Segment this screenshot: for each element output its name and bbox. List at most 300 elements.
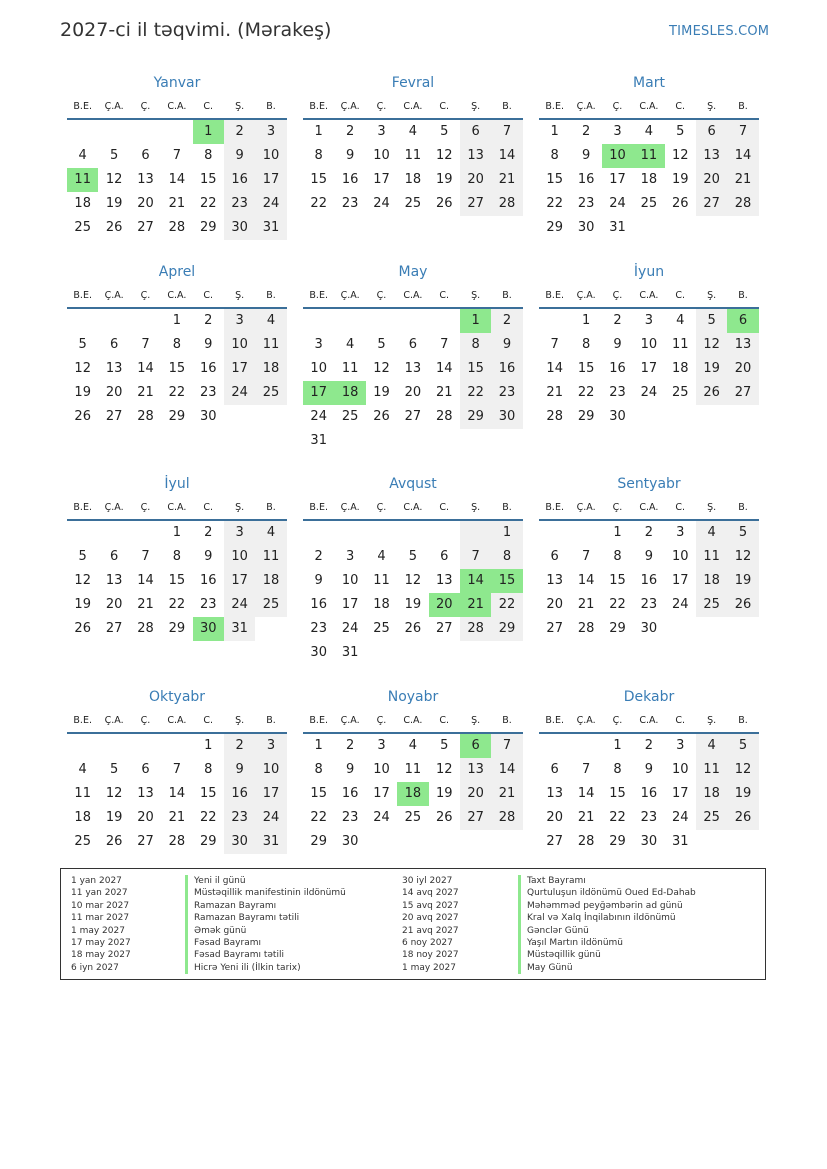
day-cell[interactable]: 28 xyxy=(577,621,595,636)
day-cell[interactable]: 27 xyxy=(137,220,154,235)
day-cell[interactable]: 28 xyxy=(137,621,154,636)
day-cell[interactable]: 29 xyxy=(546,220,563,235)
day-cell[interactable]: 18 xyxy=(74,196,91,211)
day-cell[interactable]: 15 xyxy=(310,786,327,801)
day-cell[interactable]: 18 xyxy=(255,357,286,381)
day-cell[interactable]: 29 xyxy=(168,409,186,424)
holiday-day-cell[interactable]: 18 xyxy=(334,381,365,405)
day-cell[interactable]: 9 xyxy=(224,758,255,782)
day-cell[interactable]: 18 xyxy=(640,172,658,187)
day-cell[interactable]: 12 xyxy=(105,172,123,187)
day-cell[interactable]: 25 xyxy=(640,196,658,211)
day-cell[interactable]: 17 xyxy=(224,569,255,593)
day-cell[interactable]: 7 xyxy=(581,549,591,564)
day-cell[interactable]: 3 xyxy=(676,738,685,753)
day-cell[interactable]: 31 xyxy=(609,220,626,235)
day-cell[interactable]: 11 xyxy=(404,762,422,777)
day-cell[interactable]: 5 xyxy=(377,337,386,352)
day-cell[interactable]: 21 xyxy=(577,597,595,612)
day-cell[interactable]: 24 xyxy=(373,196,390,211)
day-cell[interactable]: 5 xyxy=(676,124,685,139)
day-cell[interactable]: 25 xyxy=(74,834,91,849)
day-cell[interactable]: 22 xyxy=(491,593,522,617)
day-cell[interactable]: 21 xyxy=(168,810,186,825)
day-cell[interactable]: 12 xyxy=(435,762,453,777)
day-cell[interactable]: 17 xyxy=(255,168,286,192)
day-cell[interactable]: 8 xyxy=(172,337,181,352)
day-cell[interactable]: 6 xyxy=(550,549,559,564)
day-cell[interactable]: 29 xyxy=(577,409,595,424)
day-cell[interactable]: 5 xyxy=(109,148,119,163)
day-cell[interactable]: 28 xyxy=(435,409,453,424)
day-cell[interactable]: 25 xyxy=(255,381,286,405)
day-cell[interactable]: 13 xyxy=(137,786,154,801)
holiday-day-cell[interactable]: 6 xyxy=(727,309,758,333)
day-cell[interactable]: 9 xyxy=(644,762,653,777)
day-cell[interactable]: 25 xyxy=(404,196,422,211)
day-cell[interactable]: 13 xyxy=(546,786,563,801)
holiday-day-cell[interactable]: 1 xyxy=(193,120,224,144)
day-cell[interactable]: 19 xyxy=(74,385,91,400)
day-cell[interactable]: 24 xyxy=(224,593,255,617)
day-cell[interactable]: 28 xyxy=(168,834,186,849)
day-cell[interactable]: 29 xyxy=(460,405,491,429)
day-cell[interactable]: 30 xyxy=(640,834,658,849)
day-cell[interactable]: 22 xyxy=(310,810,327,825)
day-cell[interactable]: 17 xyxy=(341,597,359,612)
day-cell[interactable]: 9 xyxy=(491,333,522,357)
day-cell[interactable]: 30 xyxy=(640,621,658,636)
day-cell[interactable]: 20 xyxy=(137,810,154,825)
day-cell[interactable]: 16 xyxy=(199,573,217,588)
day-cell[interactable]: 27 xyxy=(546,621,563,636)
day-cell[interactable]: 13 xyxy=(460,144,491,168)
day-cell[interactable]: 14 xyxy=(168,172,186,187)
day-cell[interactable]: 11 xyxy=(671,337,689,352)
day-cell[interactable]: 9 xyxy=(204,337,213,352)
day-cell[interactable]: 20 xyxy=(137,196,154,211)
day-cell[interactable]: 26 xyxy=(404,621,422,636)
day-cell[interactable]: 31 xyxy=(341,645,359,660)
day-cell[interactable]: 27 xyxy=(435,621,453,636)
day-cell[interactable]: 7 xyxy=(172,148,181,163)
holiday-day-cell[interactable]: 11 xyxy=(633,144,664,168)
day-cell[interactable]: 4 xyxy=(255,309,286,333)
day-cell[interactable]: 29 xyxy=(491,617,522,641)
day-cell[interactable]: 21 xyxy=(435,385,453,400)
day-cell[interactable]: 30 xyxy=(199,409,217,424)
day-cell[interactable]: 25 xyxy=(341,409,359,424)
day-cell[interactable]: 2 xyxy=(204,313,213,328)
day-cell[interactable]: 5 xyxy=(440,738,449,753)
day-cell[interactable]: 28 xyxy=(491,192,522,216)
day-cell[interactable]: 25 xyxy=(74,220,91,235)
day-cell[interactable]: 19 xyxy=(727,782,758,806)
day-cell[interactable]: 7 xyxy=(141,549,150,564)
day-cell[interactable]: 26 xyxy=(435,810,453,825)
day-cell[interactable]: 11 xyxy=(255,333,286,357)
day-cell[interactable]: 23 xyxy=(199,385,217,400)
holiday-day-cell[interactable]: 14 xyxy=(460,569,491,593)
day-cell[interactable]: 4 xyxy=(676,313,685,328)
day-cell[interactable]: 13 xyxy=(460,758,491,782)
day-cell[interactable]: 11 xyxy=(373,573,390,588)
day-cell[interactable]: 25 xyxy=(696,593,727,617)
day-cell[interactable]: 19 xyxy=(435,786,453,801)
day-cell[interactable]: 9 xyxy=(204,549,213,564)
day-cell[interactable]: 3 xyxy=(613,124,622,139)
day-cell[interactable]: 23 xyxy=(224,192,255,216)
day-cell[interactable]: 12 xyxy=(435,148,453,163)
day-cell[interactable]: 5 xyxy=(696,309,727,333)
day-cell[interactable]: 6 xyxy=(408,337,417,352)
day-cell[interactable]: 14 xyxy=(577,573,595,588)
day-cell[interactable]: 16 xyxy=(609,361,626,376)
day-cell[interactable]: 2 xyxy=(644,525,653,540)
day-cell[interactable]: 15 xyxy=(168,573,186,588)
day-cell[interactable]: 26 xyxy=(696,381,727,405)
day-cell[interactable]: 16 xyxy=(577,172,595,187)
day-cell[interactable]: 12 xyxy=(727,545,758,569)
day-cell[interactable]: 4 xyxy=(255,521,286,545)
day-cell[interactable]: 16 xyxy=(224,168,255,192)
day-cell[interactable]: 16 xyxy=(341,172,359,187)
day-cell[interactable]: 23 xyxy=(310,621,327,636)
day-cell[interactable]: 2 xyxy=(345,124,355,139)
day-cell[interactable]: 19 xyxy=(727,569,758,593)
day-cell[interactable]: 19 xyxy=(74,597,91,612)
day-cell[interactable]: 22 xyxy=(199,196,217,211)
day-cell[interactable]: 27 xyxy=(696,192,727,216)
day-cell[interactable]: 8 xyxy=(204,148,213,163)
holiday-day-cell[interactable]: 10 xyxy=(602,144,633,168)
day-cell[interactable]: 22 xyxy=(546,196,563,211)
day-cell[interactable]: 12 xyxy=(727,758,758,782)
day-cell[interactable]: 19 xyxy=(671,172,689,187)
day-cell[interactable]: 3 xyxy=(314,337,323,352)
day-cell[interactable]: 24 xyxy=(640,385,658,400)
day-cell[interactable]: 18 xyxy=(74,810,91,825)
day-cell[interactable]: 30 xyxy=(609,409,626,424)
day-cell[interactable]: 8 xyxy=(172,549,181,564)
holiday-day-cell[interactable]: 6 xyxy=(460,734,491,758)
day-cell[interactable]: 27 xyxy=(546,834,563,849)
day-cell[interactable]: 10 xyxy=(373,762,390,777)
day-cell[interactable]: 16 xyxy=(310,597,327,612)
day-cell[interactable]: 28 xyxy=(491,806,522,830)
day-cell[interactable]: 2 xyxy=(491,309,522,333)
day-cell[interactable]: 2 xyxy=(314,549,323,564)
day-cell[interactable]: 17 xyxy=(609,172,626,187)
day-cell[interactable]: 7 xyxy=(172,762,181,777)
day-cell[interactable]: 6 xyxy=(440,549,449,564)
day-cell[interactable]: 3 xyxy=(377,124,386,139)
day-cell[interactable]: 24 xyxy=(255,192,286,216)
brand-logo[interactable]: TIMESLES.COM xyxy=(669,24,770,39)
holiday-day-cell[interactable]: 30 xyxy=(193,617,224,641)
day-cell[interactable]: 29 xyxy=(310,834,327,849)
day-cell[interactable]: 13 xyxy=(435,573,453,588)
day-cell[interactable]: 8 xyxy=(550,148,559,163)
day-cell[interactable]: 24 xyxy=(224,381,255,405)
day-cell[interactable]: 11 xyxy=(341,361,359,376)
day-cell[interactable]: 17 xyxy=(671,573,689,588)
day-cell[interactable]: 1 xyxy=(613,525,622,540)
day-cell[interactable]: 2 xyxy=(204,525,213,540)
day-cell[interactable]: 4 xyxy=(377,549,386,564)
day-cell[interactable]: 26 xyxy=(373,409,390,424)
day-cell[interactable]: 14 xyxy=(491,758,522,782)
day-cell[interactable]: 10 xyxy=(671,549,689,564)
day-cell[interactable]: 16 xyxy=(491,357,522,381)
day-cell[interactable]: 30 xyxy=(224,830,255,854)
day-cell[interactable]: 3 xyxy=(255,120,286,144)
day-cell[interactable]: 22 xyxy=(577,385,595,400)
day-cell[interactable]: 1 xyxy=(491,521,522,545)
day-cell[interactable]: 13 xyxy=(105,361,123,376)
day-cell[interactable]: 17 xyxy=(373,172,390,187)
day-cell[interactable]: 4 xyxy=(644,124,653,139)
day-cell[interactable]: 27 xyxy=(404,409,422,424)
day-cell[interactable]: 9 xyxy=(613,337,622,352)
day-cell[interactable]: 29 xyxy=(168,621,186,636)
day-cell[interactable]: 5 xyxy=(78,337,87,352)
day-cell[interactable]: 3 xyxy=(377,738,386,753)
day-cell[interactable]: 23 xyxy=(341,810,359,825)
day-cell[interactable]: 20 xyxy=(460,168,491,192)
day-cell[interactable]: 22 xyxy=(310,196,327,211)
day-cell[interactable]: 28 xyxy=(168,220,186,235)
day-cell[interactable]: 13 xyxy=(727,333,758,357)
day-cell[interactable]: 1 xyxy=(581,313,591,328)
day-cell[interactable]: 27 xyxy=(105,621,123,636)
day-cell[interactable]: 15 xyxy=(310,172,327,187)
day-cell[interactable]: 30 xyxy=(577,220,595,235)
day-cell[interactable]: 28 xyxy=(137,409,154,424)
day-cell[interactable]: 1 xyxy=(172,313,181,328)
day-cell[interactable]: 6 xyxy=(550,762,559,777)
day-cell[interactable]: 6 xyxy=(141,148,150,163)
day-cell[interactable]: 22 xyxy=(609,597,626,612)
day-cell[interactable]: 8 xyxy=(491,545,522,569)
day-cell[interactable]: 7 xyxy=(491,120,522,144)
day-cell[interactable]: 16 xyxy=(199,361,217,376)
day-cell[interactable]: 14 xyxy=(137,361,154,376)
day-cell[interactable]: 6 xyxy=(460,120,491,144)
day-cell[interactable]: 19 xyxy=(105,810,123,825)
day-cell[interactable]: 17 xyxy=(255,782,286,806)
day-cell[interactable]: 12 xyxy=(671,148,689,163)
day-cell[interactable]: 8 xyxy=(581,337,591,352)
day-cell[interactable]: 17 xyxy=(373,786,390,801)
day-cell[interactable]: 11 xyxy=(255,545,286,569)
holiday-day-cell[interactable]: 11 xyxy=(67,168,98,192)
day-cell[interactable]: 14 xyxy=(168,786,186,801)
day-cell[interactable]: 26 xyxy=(727,806,758,830)
day-cell[interactable]: 14 xyxy=(727,144,758,168)
day-cell[interactable]: 6 xyxy=(696,120,727,144)
day-cell[interactable]: 13 xyxy=(546,573,563,588)
day-cell[interactable]: 5 xyxy=(78,549,87,564)
day-cell[interactable]: 31 xyxy=(310,433,327,448)
day-cell[interactable]: 29 xyxy=(609,834,626,849)
day-cell[interactable]: 9 xyxy=(644,549,653,564)
day-cell[interactable]: 19 xyxy=(404,597,422,612)
day-cell[interactable]: 2 xyxy=(581,124,591,139)
day-cell[interactable]: 14 xyxy=(546,361,563,376)
day-cell[interactable]: 6 xyxy=(109,337,119,352)
day-cell[interactable]: 8 xyxy=(613,549,622,564)
day-cell[interactable]: 15 xyxy=(546,172,563,187)
holiday-day-cell[interactable]: 15 xyxy=(491,569,522,593)
day-cell[interactable]: 20 xyxy=(105,597,123,612)
day-cell[interactable]: 20 xyxy=(460,782,491,806)
day-cell[interactable]: 23 xyxy=(491,381,522,405)
holiday-day-cell[interactable]: 1 xyxy=(460,309,491,333)
day-cell[interactable]: 26 xyxy=(727,593,758,617)
day-cell[interactable]: 15 xyxy=(609,573,626,588)
day-cell[interactable]: 17 xyxy=(224,357,255,381)
day-cell[interactable]: 23 xyxy=(199,597,217,612)
day-cell[interactable]: 4 xyxy=(408,738,417,753)
day-cell[interactable]: 20 xyxy=(727,357,758,381)
day-cell[interactable]: 11 xyxy=(696,758,727,782)
day-cell[interactable]: 23 xyxy=(577,196,595,211)
day-cell[interactable]: 18 xyxy=(373,597,390,612)
day-cell[interactable]: 21 xyxy=(168,196,186,211)
day-cell[interactable]: 1 xyxy=(550,124,559,139)
day-cell[interactable]: 10 xyxy=(255,144,286,168)
day-cell[interactable]: 1 xyxy=(314,738,323,753)
day-cell[interactable]: 22 xyxy=(460,381,491,405)
day-cell[interactable]: 15 xyxy=(577,361,595,376)
day-cell[interactable]: 13 xyxy=(105,573,123,588)
day-cell[interactable]: 12 xyxy=(74,573,91,588)
day-cell[interactable]: 15 xyxy=(168,361,186,376)
day-cell[interactable]: 4 xyxy=(345,337,355,352)
day-cell[interactable]: 7 xyxy=(581,762,591,777)
day-cell[interactable]: 9 xyxy=(581,148,591,163)
day-cell[interactable]: 3 xyxy=(224,521,255,545)
day-cell[interactable]: 29 xyxy=(199,220,217,235)
day-cell[interactable]: 15 xyxy=(609,786,626,801)
day-cell[interactable]: 19 xyxy=(435,172,453,187)
day-cell[interactable]: 27 xyxy=(105,409,123,424)
day-cell[interactable]: 21 xyxy=(491,168,522,192)
day-cell[interactable]: 10 xyxy=(640,337,658,352)
day-cell[interactable]: 8 xyxy=(613,762,622,777)
day-cell[interactable]: 19 xyxy=(105,196,123,211)
day-cell[interactable]: 10 xyxy=(255,758,286,782)
day-cell[interactable]: 3 xyxy=(224,309,255,333)
day-cell[interactable]: 6 xyxy=(109,549,119,564)
day-cell[interactable]: 5 xyxy=(408,549,417,564)
day-cell[interactable]: 5 xyxy=(109,762,119,777)
day-cell[interactable]: 3 xyxy=(676,525,685,540)
day-cell[interactable]: 9 xyxy=(345,148,355,163)
day-cell[interactable]: 24 xyxy=(341,621,359,636)
day-cell[interactable]: 24 xyxy=(671,597,689,612)
holiday-day-cell[interactable]: 21 xyxy=(460,593,491,617)
day-cell[interactable]: 16 xyxy=(640,573,658,588)
day-cell[interactable]: 27 xyxy=(137,834,154,849)
day-cell[interactable]: 10 xyxy=(341,573,359,588)
day-cell[interactable]: 2 xyxy=(613,313,622,328)
day-cell[interactable]: 14 xyxy=(577,786,595,801)
day-cell[interactable]: 2 xyxy=(644,738,653,753)
day-cell[interactable]: 12 xyxy=(696,333,727,357)
day-cell[interactable]: 4 xyxy=(696,734,727,758)
holiday-day-cell[interactable]: 20 xyxy=(429,593,460,617)
day-cell[interactable]: 1 xyxy=(613,738,622,753)
day-cell[interactable]: 26 xyxy=(105,834,123,849)
day-cell[interactable]: 7 xyxy=(460,545,491,569)
day-cell[interactable]: 31 xyxy=(671,834,689,849)
day-cell[interactable]: 21 xyxy=(491,782,522,806)
day-cell[interactable]: 27 xyxy=(727,381,758,405)
day-cell[interactable]: 12 xyxy=(404,573,422,588)
day-cell[interactable]: 12 xyxy=(373,361,390,376)
day-cell[interactable]: 16 xyxy=(640,786,658,801)
day-cell[interactable]: 17 xyxy=(671,786,689,801)
day-cell[interactable]: 10 xyxy=(373,148,390,163)
day-cell[interactable]: 7 xyxy=(727,120,758,144)
day-cell[interactable]: 20 xyxy=(546,810,563,825)
day-cell[interactable]: 18 xyxy=(696,782,727,806)
day-cell[interactable]: 24 xyxy=(671,810,689,825)
day-cell[interactable]: 12 xyxy=(105,786,123,801)
day-cell[interactable]: 30 xyxy=(224,216,255,240)
day-cell[interactable]: 3 xyxy=(345,549,355,564)
day-cell[interactable]: 16 xyxy=(224,782,255,806)
day-cell[interactable]: 6 xyxy=(141,762,150,777)
day-cell[interactable]: 11 xyxy=(696,545,727,569)
day-cell[interactable]: 21 xyxy=(546,385,563,400)
day-cell[interactable]: 21 xyxy=(137,597,154,612)
day-cell[interactable]: 4 xyxy=(78,148,87,163)
day-cell[interactable]: 26 xyxy=(74,409,91,424)
day-cell[interactable]: 18 xyxy=(671,361,689,376)
day-cell[interactable]: 25 xyxy=(671,385,689,400)
day-cell[interactable]: 26 xyxy=(105,220,123,235)
day-cell[interactable]: 23 xyxy=(640,597,658,612)
day-cell[interactable]: 26 xyxy=(435,196,453,211)
day-cell[interactable]: 20 xyxy=(696,168,727,192)
day-cell[interactable]: 4 xyxy=(696,521,727,545)
day-cell[interactable]: 26 xyxy=(74,621,91,636)
day-cell[interactable]: 22 xyxy=(168,385,186,400)
day-cell[interactable]: 30 xyxy=(310,645,327,660)
day-cell[interactable]: 29 xyxy=(609,621,626,636)
day-cell[interactable]: 5 xyxy=(727,734,758,758)
day-cell[interactable]: 26 xyxy=(671,196,689,211)
day-cell[interactable]: 25 xyxy=(255,593,286,617)
day-cell[interactable]: 28 xyxy=(546,409,563,424)
day-cell[interactable]: 20 xyxy=(546,597,563,612)
day-cell[interactable]: 24 xyxy=(255,806,286,830)
day-cell[interactable]: 7 xyxy=(141,337,150,352)
day-cell[interactable]: 3 xyxy=(644,313,653,328)
day-cell[interactable]: 8 xyxy=(460,333,491,357)
day-cell[interactable]: 10 xyxy=(224,333,255,357)
day-cell[interactable]: 18 xyxy=(255,569,286,593)
day-cell[interactable]: 7 xyxy=(440,337,449,352)
day-cell[interactable]: 28 xyxy=(577,834,595,849)
day-cell[interactable]: 1 xyxy=(172,525,181,540)
day-cell[interactable]: 23 xyxy=(640,810,658,825)
day-cell[interactable]: 28 xyxy=(460,617,491,641)
day-cell[interactable]: 31 xyxy=(255,216,286,240)
